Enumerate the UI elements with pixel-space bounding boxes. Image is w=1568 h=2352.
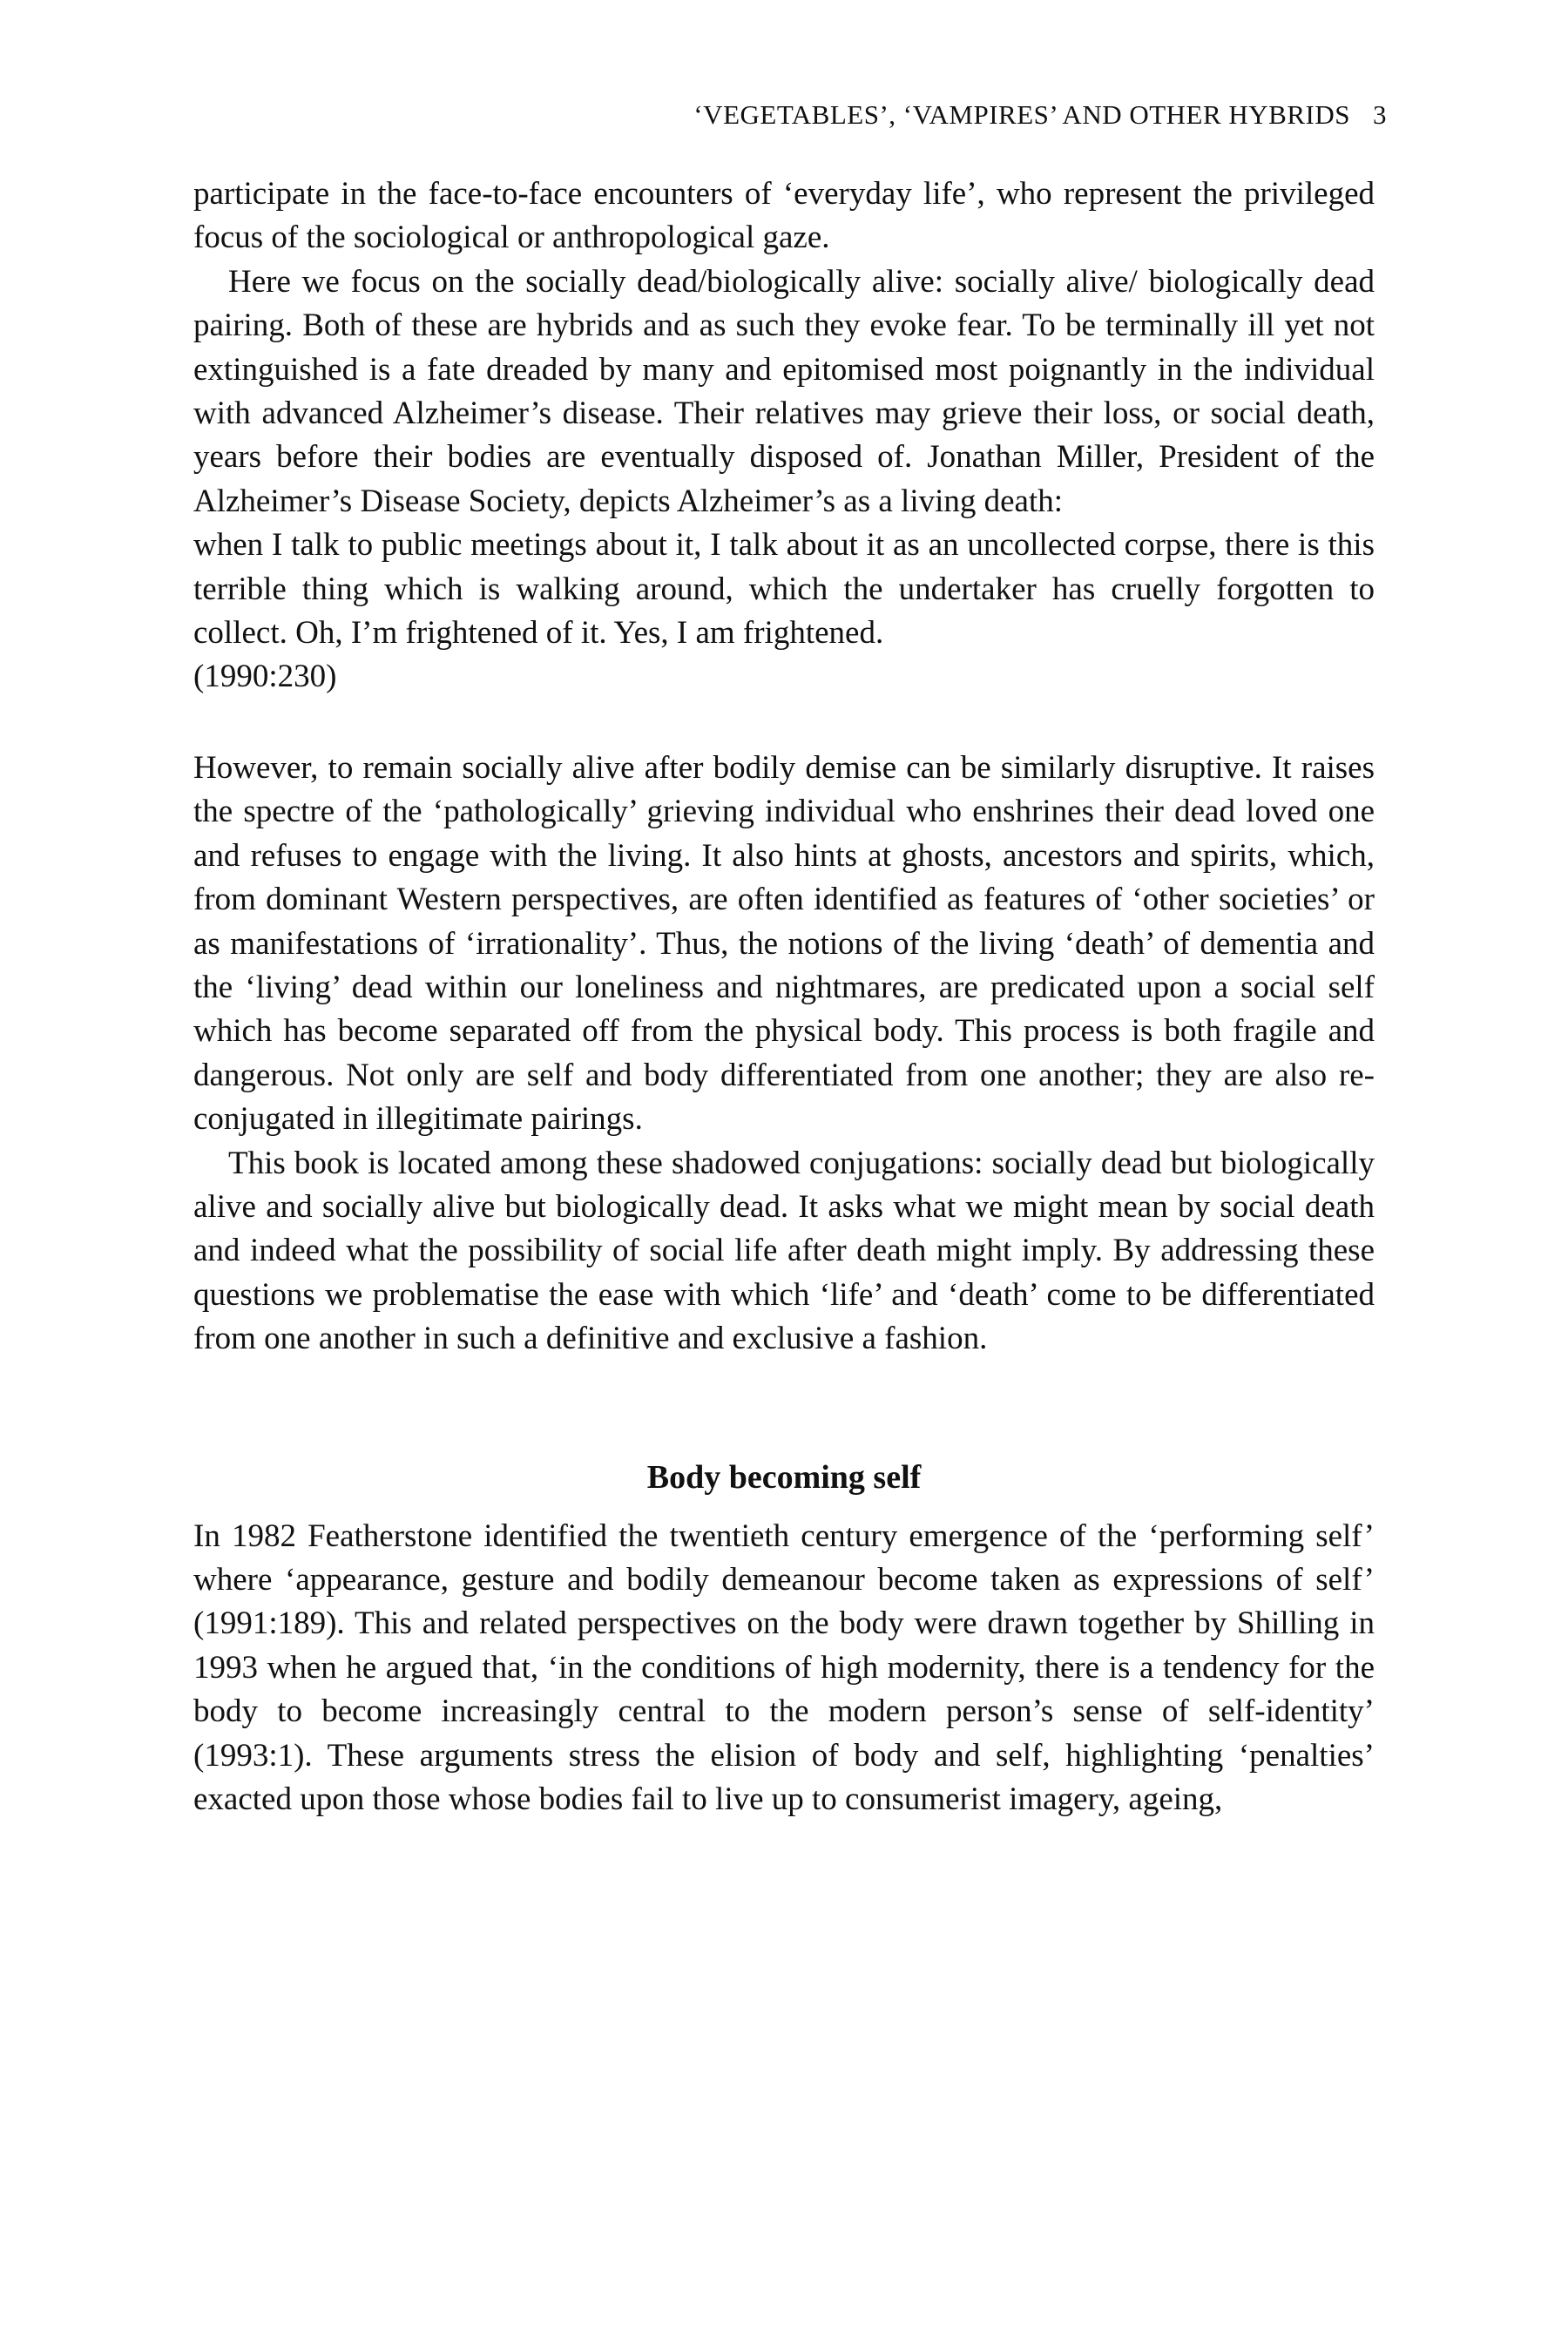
- page-number: 3: [1373, 99, 1387, 130]
- page-body: [193, 172, 1375, 1821]
- running-head: [193, 98, 1387, 132]
- block-quote: when I talk to public meetings about it, I talk about it as an uncollected corpse, there is this terrible thing which is walking around, which the undertaker has cruelly forgotten to collect. Oh, I’m frightened of it. Yes, I am frightened.: [193, 527, 1375, 652]
- quote-citation: (1990:230): [193, 659, 337, 695]
- paragraph-book-location: This book is located among these shadowed conjugations: socially dead but biologically alive and socially alive but biologically dead. It asks what we might mean by social death and indeed what the possibility of social life after death might imply. By addressing these questions we problematise the ease with which ‘life’ and ‘death’ come to be differentiated from one another in such a definitive and exclusive a fashion.: [193, 1145, 1375, 1357]
- paragraph-featherstone: In 1982 Featherstone identified the twentieth century emergence of the ‘performing self’ where ‘appearance, gesture and bodily demeanour become taken as expressions of self’ (1991:189). This and related perspectives on the body were drawn together by Shilling in 1993 when he argued that, ‘in the conditions of high modernity, there is a tendency for the body to become increasingly central to the modern person’s sense of self-identity’ (1993:1). These arguments stress the elision of body and self, highlighting ‘penalties’ exacted upon those whose bodies fail to live up to consumerist imagery, ageing,: [193, 1517, 1375, 1817]
- paragraph-socially-alive: However, to remain socially alive after bodily demise can be similarly disruptive. It raises the spectre of the ‘pathologically’ grieving individual who enshrines their dead loved one and refuses to engage with the living. It also hints at ghosts, ancestors and spirits, which, from dominant Western perspectives, are often identified as features of ‘other societies’ or as manifestations of ‘irrationality’. Thus, the notions of the living ‘death’ of dementia and the ‘living’ dead within our loneliness and nightmares, are predicated upon a social self which has become separated off from the physical body. This process is both fragile and dangerous. Not only are self and body differentiated from one another; they are also re-conjugated in illegitimate pairings.: [193, 749, 1375, 1138]
- running-title: ‘VEGETABLES’, ‘VAMPIRES’ AND OTHER HYBRIDS: [693, 99, 1350, 130]
- paragraph-continuation: participate in the face-to-face encounters of ‘everyday life’, who represent the privileged focus of the sociological or anthropological gaze.: [193, 176, 1375, 256]
- paragraph-hybrids: Here we focus on the socially dead/biologically alive: socially alive/ biologically dead pairing. Both of these are hybrids and as such they evoke fear. To be terminally ill yet not extinguished is a fate dreaded by many and epitomised most poignantly in the individual with advanced Alzheimer’s disease. Their relatives may grieve their loss, or social death, years before their bodies are eventually disposed of. Jonathan Miller, President of the Alzheimer’s Disease Society, depicts Alzheimer’s as a living death:: [193, 263, 1375, 519]
- section-heading: Body becoming self: [646, 1458, 922, 1496]
